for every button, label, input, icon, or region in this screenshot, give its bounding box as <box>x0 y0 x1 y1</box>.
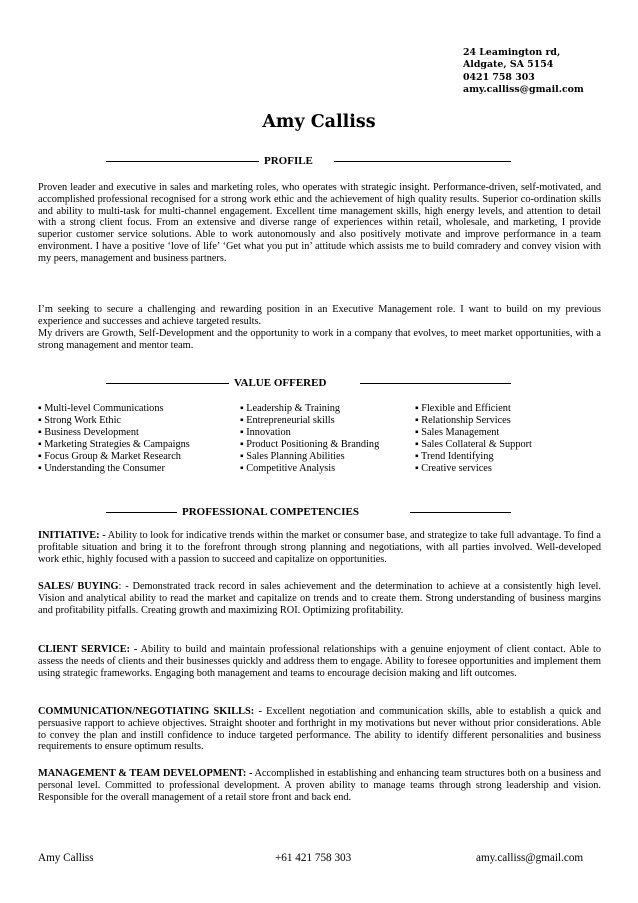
heading-rule-left <box>106 161 259 162</box>
profile-paragraph-2: I’m seeking to secure a challenging and rewarding position in an Executive Management role. I want to build on my previous experience and successes and achieve targeted results. <box>38 304 601 327</box>
competency-client-service <box>38 644 601 679</box>
profile-heading-label: PROFILE <box>264 155 313 167</box>
competency-title: SALES/ BUYING <box>38 581 119 592</box>
competency-initiative <box>38 530 601 565</box>
list-item: ▪ Sales Management <box>415 426 500 438</box>
list-item: ▪ Relationship Services <box>415 414 511 426</box>
list-item: ▪ Creative services <box>415 462 492 474</box>
value-offered-heading-label: VALUE OFFERED <box>234 377 327 389</box>
list-item: ▪ Innovation <box>240 426 291 438</box>
competencies-heading-label: PROFESSIONAL COMPETENCIES <box>182 506 359 518</box>
list-item: ▪ Multi-level Communications <box>38 403 164 414</box>
competency-text: Ability to look for indicative trends within the market or consumer base, and strategize to take full advantage. To find a profitable situation and bring it to the forefront through strong planning and negotiations, with all parties involved. Well-developed work ethic, highly focused with a passion to succeed and capitalize on opportunities. <box>38 530 601 565</box>
list-item: ▪ Sales Planning Abilities <box>240 450 345 462</box>
competency-sales-buying <box>38 581 601 616</box>
heading-rule-left <box>106 383 229 384</box>
value-offered-heading <box>106 376 511 390</box>
heading-rule-right <box>334 161 511 162</box>
address-street: 24 Leamington rd, <box>463 47 561 58</box>
address-suburb: Aldgate, SA 5154 <box>463 59 554 71</box>
list-item: ▪ Trend Identifying <box>415 450 494 462</box>
competency-title: CLIENT SERVICE: - <box>38 644 138 655</box>
list-item: ▪ Flexible and Efficient <box>415 403 511 414</box>
competency-title: MANAGEMENT & TEAM DEVELOPMENT: - <box>38 768 253 779</box>
competency-title: INITIATIVE: - <box>38 530 106 541</box>
value-list-column-1 <box>38 403 190 474</box>
list-item: ▪ Sales Collateral & Support <box>415 438 532 450</box>
heading-rule-left <box>106 512 177 513</box>
footer-name: Amy Calliss <box>38 852 94 864</box>
list-item: ▪ Strong Work Ethic <box>38 414 121 426</box>
heading-rule-right <box>410 512 511 513</box>
contact-address-block <box>463 47 633 97</box>
competency-text: : - Demonstrated track record in sales achievement and the determination to achieve at a consistently high level. Vision and analytical ability to read the market and capitalize on trends and to create them. Strong understanding of business margins and profitability pitfalls. Creating growth and maximizing ROI. Optimizing profitability. <box>38 581 601 616</box>
profile-heading <box>106 154 511 168</box>
value-list-column-2 <box>240 403 379 474</box>
list-item: ▪ Marketing Strategies & Campaigns <box>38 438 190 450</box>
heading-rule-right <box>360 383 511 384</box>
list-item: ▪ Competitive Analysis <box>240 462 336 474</box>
competencies-heading <box>106 505 511 519</box>
address-phone: 0421 758 303 <box>463 71 535 83</box>
list-item: ▪ Focus Group & Market Research <box>38 450 181 462</box>
competency-text: Excellent negotiation and communication skills, able to establish a quick and persuasive rapport to achieve objectives. Straight shooter and forthright in my motivations but never without prior considerations. Able to convey the plan and instill confidence to induce targeted performance. The ability to identify different personalities and business requirements to ensure optimum results. <box>38 706 602 753</box>
address-email: amy.calliss@gmail.com <box>463 84 584 96</box>
competency-communication <box>38 706 601 753</box>
competency-title: COMMUNICATION/NEGOTIATING SKILLS: - <box>38 706 262 717</box>
list-item: ▪ Business Development <box>38 426 139 438</box>
value-list-column-3 <box>415 403 532 474</box>
competency-management <box>38 768 601 803</box>
footer-email: amy.calliss@gmail.com <box>476 852 584 864</box>
list-item: ▪ Leadership & Training <box>240 403 341 414</box>
footer-phone: +61 421 758 303 <box>275 852 352 864</box>
list-item: ▪ Understanding the Consumer <box>38 462 165 474</box>
list-item: ▪ Entrepreneurial skills <box>240 414 335 426</box>
competency-text: Accomplished in establishing and enhancing team structures both on a business and personal level. Committed to professional development. A proven ability to manage teams through strong leadership and vision. Responsible for the overall management of a retail store front and back end. <box>38 768 601 803</box>
candidate-name: Amy Calliss <box>262 112 376 132</box>
profile-paragraph-3: My drivers are Growth, Self-Development and the opportunity to work in a company that evolves, to meet market opportunities, with a strong management and mentor team. <box>38 328 601 351</box>
competency-text: Ability to build and maintain professional relationships with a genuine enjoyment of client contact. Able to assess the needs of clients and their businesses quickly and address them to engage. Ability to foresee opportunities and implement them using strategic frameworks. Engaging both management and teams to encourage decision making and lift outcomes. <box>38 644 601 679</box>
list-item: ▪ Product Positioning & Branding <box>240 438 380 450</box>
profile-paragraph-1: Proven leader and executive in sales and marketing roles, who operates with strategic insight. Performance-driven, self-motivated, and accomplished professional recognised for a strong work ethic and the achievement of high quality results. Superior co-ordination skills and ability to multi-task for multi-channel engagement. Excellent time management skills, high energy levels, and attention to detail with a strong client focus. From an extensive and diverse range of experiences within retail, wholesale, and marketing, I provide superior customer service solutions. Able to work autonomously and also positively motivate and improve performance in a team environment. I have a positive ‘love of life’ ‘Get what you put in’ attitude which assists me to build comradery and convey vision with my peers, management and business partners. <box>38 182 601 264</box>
